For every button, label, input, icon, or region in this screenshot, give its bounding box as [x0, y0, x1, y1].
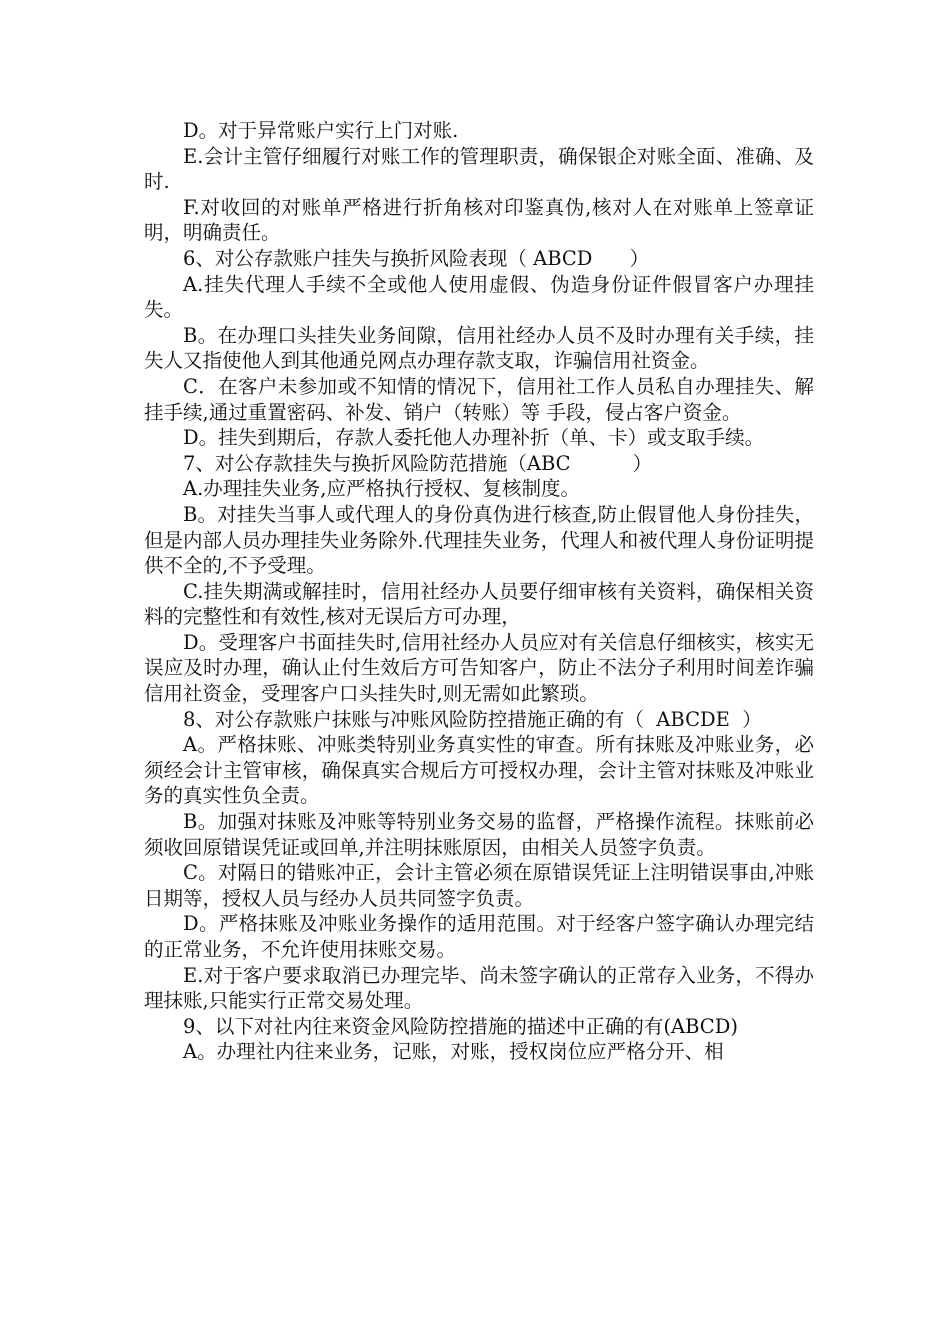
question-8: 8、对公存款账户抹账与冲账风险防控措施正确的有（ ABCDE ）: [183, 707, 762, 731]
q8-option-a: A。严格抹账、冲账类特别业务真实性的审查。所有抹账及冲账业务，必须经会计主管审核，确保真实合规后方可授权办理，会计主管对抹账及冲账业务的真实性负全责。: [144, 733, 814, 808]
question-6: 6、对公存款账户挂失与换折风险表现（ ABCD ）: [183, 246, 650, 270]
q8-option-c: C。对隔日的错账冲正，会计主管必须在原错误凭证上注明错误事由,冲账日期等，授权人员与经办人员共同签字负责。: [144, 861, 814, 910]
q7-option-b: B。对挂失当事人或代理人的身份真伪进行核查,防止假冒他人身份挂失，但是内部人员办理挂失业务除外.代理挂失业务，代理人和被代理人身份证明提供不全的,不予受理。: [144, 502, 814, 578]
q8-option-b: B。加强对抹账及冲账等特别业务交易的监督，严格操作流程。抹账前必须收回原错误凭证或回单,并注明抹账原因，由相关人员签字负责。: [144, 810, 814, 859]
q6-option-c: C．在客户未参加或不知情的情况下，信用社工作人员私自办理挂失、解挂手续,通过重置密码、补发、销户（转账）等 手段，侵占客户资金。: [144, 374, 814, 424]
paragraph-option-f-seal-check: F.对收回的对账单严格进行折角核对印鉴真伪,核对人在对账单上签章证明，明确责任。: [144, 195, 814, 245]
q9-option-a: A。办理社内往来业务，记账，对账，授权岗位应严格分开、相: [183, 1040, 724, 1064]
q7-option-c: C.挂失期满或解挂时，信用社经办人员要仔细审核有关资料，确保相关资料的完整性和有效性,核对无误后方可办理，: [144, 579, 814, 629]
paragraph-option-d-onsite-reconciliation: D。对于异常账户实行上门对账.: [183, 119, 459, 142]
q7-option-a: A.办理挂失业务,应严格执行授权、复核制度。: [183, 477, 580, 501]
q8-option-e: E.对于客户要求取消已办理完毕、尚未签字确认的正常存入业务，不得办理抹账,只能实行正常交易处理。: [144, 963, 814, 1013]
q8-option-d: D。严格抹账及冲账业务操作的适用范围。对于经客户签字确认办理完结的正常业务，不允许使用抹账交易。: [144, 912, 814, 961]
q6-option-a: A.挂失代理人手续不全或他人使用虚假、伪造身份证件假冒客户办理挂失。: [144, 272, 814, 322]
q6-option-b: B。在办理口头挂失业务间隙，信用社经办人员不及时办理有关手续，挂失人又指使他人到其他通兑网点办理存款支取，诈骗信用社资金。: [144, 323, 814, 373]
question-9: 9、以下对社内往来资金风险防控措施的描述中正确的有(ABCD): [183, 1014, 738, 1038]
document-body: [144, 118, 814, 1065]
paragraph-option-e-supervisor-duty: E.会计主管仔细履行对账工作的管理职责，确保银企对账全面、准确、及时.: [144, 144, 814, 194]
q6-option-d: D。挂失到期后，存款人委托他人办理补折（单、卡）或支取手续。: [183, 426, 765, 450]
question-7: 7、对公存款挂失与换折风险防范措施（ABC ）: [183, 451, 653, 475]
q7-option-d: D。受理客户书面挂失时,信用社经办人员应对有关信息仔细核实，核实无误应及时办理，确认止付生效后方可告知客户，防止不法分子利用时间差诈骗信用社资金，受理客户口头挂失时,则无需如此繁琐。: [144, 630, 814, 706]
